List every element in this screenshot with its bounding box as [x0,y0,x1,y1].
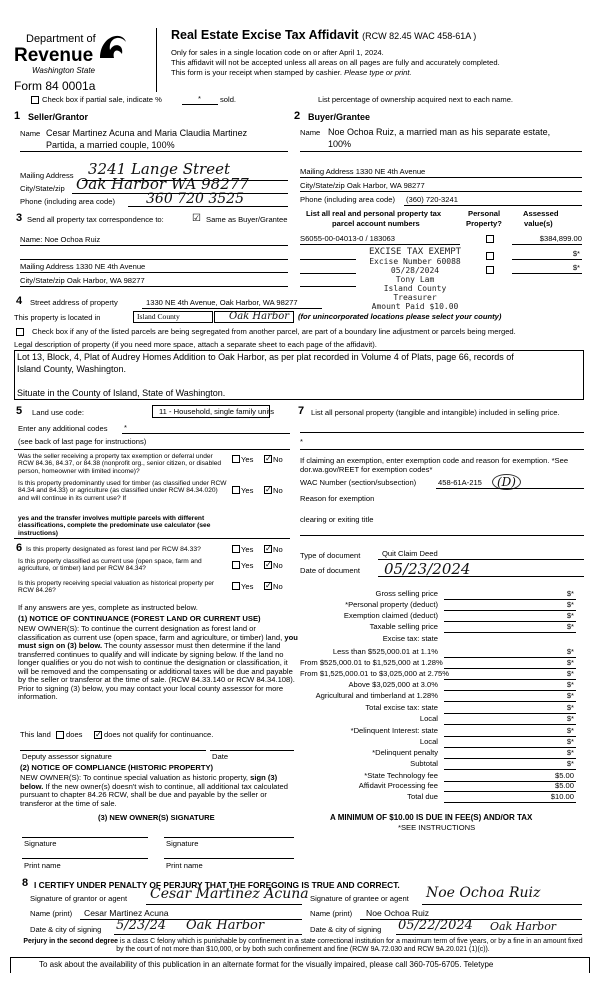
s5-q2-bold: yes and the transfer involves multiple parcels with different classifications, complete the predominate use calculator (see instructions) [18,515,211,537]
tax-row-label: *State Technology fee [364,771,438,780]
assessed-header-2: value(s) [524,219,553,228]
s6-q3-no[interactable]: ✓ [265,581,272,590]
s6-q2-no[interactable]: ✓ [265,560,272,569]
section-1-number: 1 [14,110,21,122]
section-7-number: 7 [298,405,305,417]
corr-mail-row: Mailing Address 1330 NE 4th Avenue [20,262,146,271]
street-label: Street address of property [30,298,118,307]
see-instructions: *SEE INSTRUCTIONS [398,823,476,832]
notice-1-heading: (1) NOTICE OF CONTINUANCE (FOREST LAND OR CURRENT USE) [18,614,261,623]
owner-print-2[interactable]: Print name [166,861,203,870]
grantee-city[interactable]: Oak Harbor [490,920,557,933]
s5-q1-yes-label: Yes [241,455,254,464]
dept-label: Department of [26,33,96,45]
land-does-not-checkbox[interactable]: ✓ [95,730,102,739]
buyer-phone[interactable]: (360) 720-3241 [406,195,458,204]
tax-row-label: Gross selling price [375,589,438,598]
doc-date[interactable]: 05/23/2024 [384,560,471,578]
revenue-logo-icon [96,28,128,62]
header-line-2: This affidavit will not be accepted unless all areas on all pages are fully and accurately completed. [171,58,500,67]
tax-row-value[interactable]: $* [566,611,574,620]
s6-q1-yes-label: Yes [241,545,254,554]
personal-header-1: Personal [468,209,501,218]
corr-city[interactable]: Oak Harbor, WA 98277 [66,276,145,285]
revenue-logo-text: Revenue [14,45,94,66]
section-2-number: 2 [294,110,301,122]
state-label: Washington State [32,66,96,75]
seller-name-2[interactable]: Partida, a married couple, 100% [46,140,175,150]
property-address[interactable]: 1330 NE 4th Avenue, Oak Harbor, WA 98277 [146,298,298,307]
s6-q2-yes-label: Yes [241,561,254,570]
same-as-buyer-label: Same as Buyer/Grantee [206,215,288,224]
exempt-stamp: EXCISE TAX EXEMPT Excise Number 60088 05/28/2024 Tony Lam Island County Treasurer Amount Paid $10.00 [368,247,462,311]
tax-row-value[interactable]: $* [566,703,574,712]
tax-row-value[interactable]: $* [566,658,574,667]
parcel-number-1[interactable]: S6055-00-04013-0 / 183063 [300,234,395,243]
tax-row-label: Total excise tax: state [365,703,438,712]
tax-row-label: *Delinquent Interest: state [350,726,438,735]
tax-row-value[interactable]: $5.00 [554,781,574,790]
grantee-signature-label: Signature of grantee or agent [310,894,409,903]
header-line-1: Only for sales in a single location code on or after April 1, 2024. [171,48,384,57]
city-select[interactable]: Oak Harbor [214,311,294,323]
tax-row-label: Less than $525,000.01 at 1.1% [332,647,438,656]
personal-checkbox-1[interactable] [486,235,494,243]
county-select[interactable]: Island County [133,311,213,323]
s6-q1-no-label: No [273,545,283,554]
tax-row-value[interactable]: $* [566,622,574,631]
s6-q2: Is this property classified as current use (open space, farm and agriculture, or timber) land per RCW 84.34? [18,558,202,573]
accessibility-note: To ask about the availability of this publication in an alternate format for the visually impaired, please call 360-705-6705. Teletype [39,960,494,969]
land-does-label: does [66,730,83,739]
tax-row-label: Subtotal [410,759,438,768]
s5-q1: Was the seller receiving a property tax exemption or deferral under RCW 84.36, 84.37, or 84.38 (nonprofit org., senior citizen, or disabled person, homeowner with limited income)? [18,453,222,475]
tax-row-label: Above $3,025,000 at 3.0% [348,680,438,689]
s6-q2-no-label: No [273,561,283,570]
s5-q2-no[interactable]: ✓ [265,485,272,494]
s6-q3-yes-label: Yes [241,582,254,591]
legal-label: Legal description of property (if you need more space, attach a separate sheet to each page of the affidavit). [14,340,377,349]
buyer-mail[interactable]: 1330 NE 4th Avenue [355,167,426,176]
header-line-3: This form is your receipt when stamped by cashier. Please type or print. [171,68,412,77]
minimum-due-note: A MINIMUM OF $10.00 IS DUE IN FEE(S) AND/OR TAX [330,813,533,822]
partial-sale-checkbox[interactable] [31,96,39,104]
seller-name-1[interactable]: Cesar Martinez Acuna and Maria Claudia Martinez [46,128,248,138]
seller-city[interactable]: Oak Harbor WA 98277 [76,175,249,193]
personal-checkbox-3[interactable] [486,266,494,274]
buyer-name-label: Name [300,128,321,137]
personal-property-label: List all personal property (tangible and intangible) included in selling price. [311,408,560,417]
doc-date-label: Date of document [300,566,360,575]
buyer-name-2[interactable]: 100% [328,139,352,149]
this-land-label: This land [20,730,51,739]
assessed-header-1: Assessed [523,209,559,218]
grantee-date-label: Date & city of signing [310,925,382,934]
tax-row-label: Agricultural and timberland at 1.28% [315,691,438,700]
tax-row-value[interactable]: $* [566,589,574,598]
wac-label: WAC Number (section/subsection) [300,478,417,487]
legal-description-field[interactable] [14,350,584,400]
tax-row-label: Local [419,714,438,723]
personal-property-field[interactable]: * [300,437,303,446]
tax-row-value[interactable]: $* [566,691,574,700]
grantee-signature[interactable]: Noe Ochoa Ruiz [426,885,541,901]
assessed-value-2[interactable]: $* [572,249,580,258]
tax-row-value[interactable]: $* [566,759,574,768]
tax-row-value[interactable]: $* [566,647,574,656]
header-divider [156,28,157,92]
s6-q3-yes[interactable] [232,582,240,590]
tax-row-value[interactable]: $* [566,726,574,735]
seller-phone[interactable]: 360 720 3525 [146,191,244,207]
s5-q1-no[interactable]: ✓ [265,454,272,463]
tax-row-label: *Delinquent penalty [372,748,438,757]
owner-signature-1[interactable]: Signature [24,839,57,848]
tax-row-label: Taxable selling price [369,622,438,631]
deputy-date-label: Date [212,752,229,761]
tax-row-label: Total due [407,792,438,801]
buyer-city-row: City/State/zip Oak Harbor, WA 98277 [300,181,425,190]
tax-row-value[interactable]: $* [566,714,574,723]
s5-q2-no-label: No [273,486,283,495]
doc-type-label: Type of document [300,551,361,560]
legal-line-1: Lot 13, Block, 4, Plat of Audrey Homes Addition to Oak Harbor, as per plat recorded in Volume 4 of Plats, page 66, records of [17,352,514,362]
partial-sale-suffix: sold. [220,95,237,104]
certification: I CERTIFY UNDER PENALTY OF PERJURY THAT THE FOREGOING IS TRUE AND CORRECT. [34,880,400,890]
parcel-header-1: List all real and personal property tax [306,209,442,218]
tax-row-value[interactable]: $5.00 [554,771,574,780]
tax-row-label: Local [419,737,438,746]
boundary-checkbox[interactable] [16,328,24,336]
form-number: Form 84 0001a [14,79,96,93]
buyer-heading: Buyer/Grantee [308,112,371,122]
partial-sale-label: Check box if partial sale, indicate % [42,95,162,104]
grantor-date[interactable]: 5/23/24 [116,918,167,933]
tax-row-label: Affidavit Processing fee [358,781,438,790]
s6-q2-yes[interactable] [232,561,240,569]
exemption-claim-label: If claiming an exemption, enter exemption code and reason for exemption. *See dor.wa.gov/REET for exemption codes* [300,456,569,474]
buyer-mail-row: Mailing Address 1330 NE 4th Avenue [300,167,426,176]
notice-2-text: NEW OWNER(S): To continue special valuation as historic property, sign (3) below. If the new owner(s) doesn't wish to continue, all additional tax calculated pursuant to chapter 84.26 RCW, shall be due and payable by the seller or transferor at the time of sale. [20,773,288,808]
reason-label: Reason for exemption [300,494,375,503]
perjury-note: Perjury in the second degree is a class C felony which is punishable by confinement in a state correctional institution for a maximum term of five years, or by a fine in an amount fixed by the court of not more than $10,000, or by both such confinement and fine (RCW 9A.72.030 and RCW 9A.20.021 (1)(c)). [23,938,583,953]
grantor-signature-label: Signature of grantor or agent [30,894,128,903]
grantee-date[interactable]: 05/22/2024 [398,918,473,933]
tax-row-value[interactable]: $* [566,600,574,609]
s5-q1-no-label: No [273,455,283,464]
deputy-signature-label: Deputy assessor signature [22,752,112,761]
buyer-city[interactable]: Oak Harbor, WA 98277 [346,181,425,190]
accessibility-box [10,957,590,973]
seller-mail-label: Mailing Address [20,171,74,180]
additional-codes-label: Enter any additional codes [18,424,108,433]
notice-2-heading: (2) NOTICE OF COMPLIANCE (HISTORIC PROPERTY) [20,763,214,772]
buyer-name-1[interactable]: Noe Ochoa Ruiz, a married man as his separate estate, [328,127,551,137]
land-does-checkbox[interactable] [56,731,64,739]
wac-number[interactable]: 458-61A-215 [438,478,482,487]
tax-row-value[interactable]: $* [566,737,574,746]
legal-line-3: Situate in the County of Island, State of Washington. [17,388,226,398]
grantee-name[interactable]: Noe Ochoa Ruiz [366,908,430,918]
new-owner-signature-heading: (3) NEW OWNER(S) SIGNATURE [98,813,215,822]
section-5-number: 5 [16,405,23,417]
s6-q1-no[interactable]: ✓ [265,544,272,553]
legal-line-2: Island County, Washington. [17,364,127,374]
section-8-number: 8 [22,877,29,889]
owner-signature-2[interactable]: Signature [166,839,199,848]
tax-row-label: Excise tax: state [382,634,438,643]
seller-mail[interactable]: 3241 Lange Street [88,160,231,178]
tax-row-label: Exemption claimed (deduct) [343,611,438,620]
if-any-yes: If any answers are yes, complete as instructed below. [18,603,198,612]
tax-row-label: From $1,525,000.01 to $3,025,000 at 2.75% [300,669,450,678]
same-as-buyer-checkbox[interactable]: ☑ [192,213,201,224]
uninc-note: (for unincorporated locations please select your county) [298,312,502,321]
land-does-not-label: does not qualify for continuance. [104,730,214,739]
see-back-label: (see back of last page for instructions) [18,437,147,446]
corr-mail[interactable]: 1330 NE 4th Avenue [75,262,146,271]
s6-q1: Is this property designated as forest land per RCW 84.33? [26,546,201,553]
corr-name-row: Name: Noe Ochoa Ruiz [20,235,101,244]
located-label: This property is located in [14,313,101,322]
grantor-city[interactable]: Oak Harbor [186,918,265,933]
seller-city-label: City/State/zip [20,184,65,193]
land-use-label: Land use code: [32,408,84,417]
s5-q2: Is this property predominantly used for timber (as classified under RCW 84.34 and 84.33) or agriculture (as classified under RCW 84.34.020) and will continue in its current use? If [18,480,227,502]
tax-row-value[interactable]: $* [566,680,574,689]
seller-name-label: Name [20,129,41,138]
land-use-select[interactable]: 11 - Household, single family units [152,405,270,418]
buyer-phone-label: Phone (including area code) [300,195,395,204]
owner-print-1[interactable]: Print name [24,861,61,870]
s6-q3: Is this property receiving special valuation as historical property per RCW 84.26? [18,580,215,595]
exemption-reason[interactable]: clearing or exiting title [300,515,374,524]
boundary-label: Check box if any of the listed parcels are being segregated from another parcel, are part of a boundary line adjustment or parcels being merged. [32,327,516,336]
s6-q1-yes[interactable] [232,545,240,553]
section-3-number: 3 [16,212,23,224]
grantee-name-label: Name (print) [310,909,353,918]
grantor-name-label: Name (print) [30,909,73,918]
tax-row-label: *Personal property (deduct) [345,600,438,609]
notice-1-text: NEW OWNER(S): To continue the current designation as forest land or classification as current use (open space, farm and agriculture, or timber) land, you must sign on (3) below. The county assessor must then determine if the land transferred continues to qualify and will indicate by signing below. If the land no longer qualifies or you do not wish to continue the designation or classification, it will be removed and the compensating or additional taxes will be due and payable by the seller or transferor at the time of sale. (RCW 84.33.140 or RCW 84.34.108). Prior to signing (3) below, you may contact your local county assessor for more information. [18,624,298,701]
wac-subsection-hw: (D) [492,474,521,490]
ownership-note: List percentage of ownership acquired next to each name. [318,95,514,104]
grantor-date-label: Date & city of signing [30,925,102,934]
parcel-header-2: parcel account numbers [332,219,420,228]
personal-checkbox-2[interactable] [486,252,494,260]
personal-header-2: Property? [466,219,502,228]
partial-sale-pct[interactable]: * [198,94,201,103]
corr-city-row: City/State/zip Oak Harbor, WA 98277 [20,276,145,285]
section-4-number: 4 [16,295,23,307]
grantor-name[interactable]: Cesar Martinez Acuna [84,908,169,918]
tax-row-value[interactable]: $10.00 [550,792,574,801]
s6-q3-no-label: No [273,582,283,591]
seller-heading: Seller/Grantor [28,112,89,122]
assessed-value-1[interactable]: $384,899.00 [539,234,582,243]
tax-row-label: From $525,000.01 to $1,525,000 at 1.28% [300,658,443,667]
seller-phone-label: Phone (including area code) [20,197,115,206]
assessed-value-3[interactable]: $* [572,263,580,272]
s5-q2-yes-label: Yes [241,486,254,495]
corr-name[interactable]: Noe Ochoa Ruiz [44,235,101,244]
s5-q2-yes[interactable] [232,486,240,494]
corr-label: Send all property tax correspondence to: [27,215,164,224]
grantor-signature[interactable]: Cesar Martinez Acuna [150,886,309,902]
tax-row-value[interactable]: $* [566,669,574,678]
tax-row-value[interactable]: $* [566,748,574,757]
doc-type[interactable]: Quit Claim Deed [382,549,438,558]
s5-q1-yes[interactable] [232,455,240,463]
additional-codes-field[interactable]: * [124,423,127,432]
section-6-number: 6 [16,542,23,554]
page-title: Real Estate Excise Tax Affidavit (RCW 82.45 WAC 458-61A ) [171,28,477,42]
